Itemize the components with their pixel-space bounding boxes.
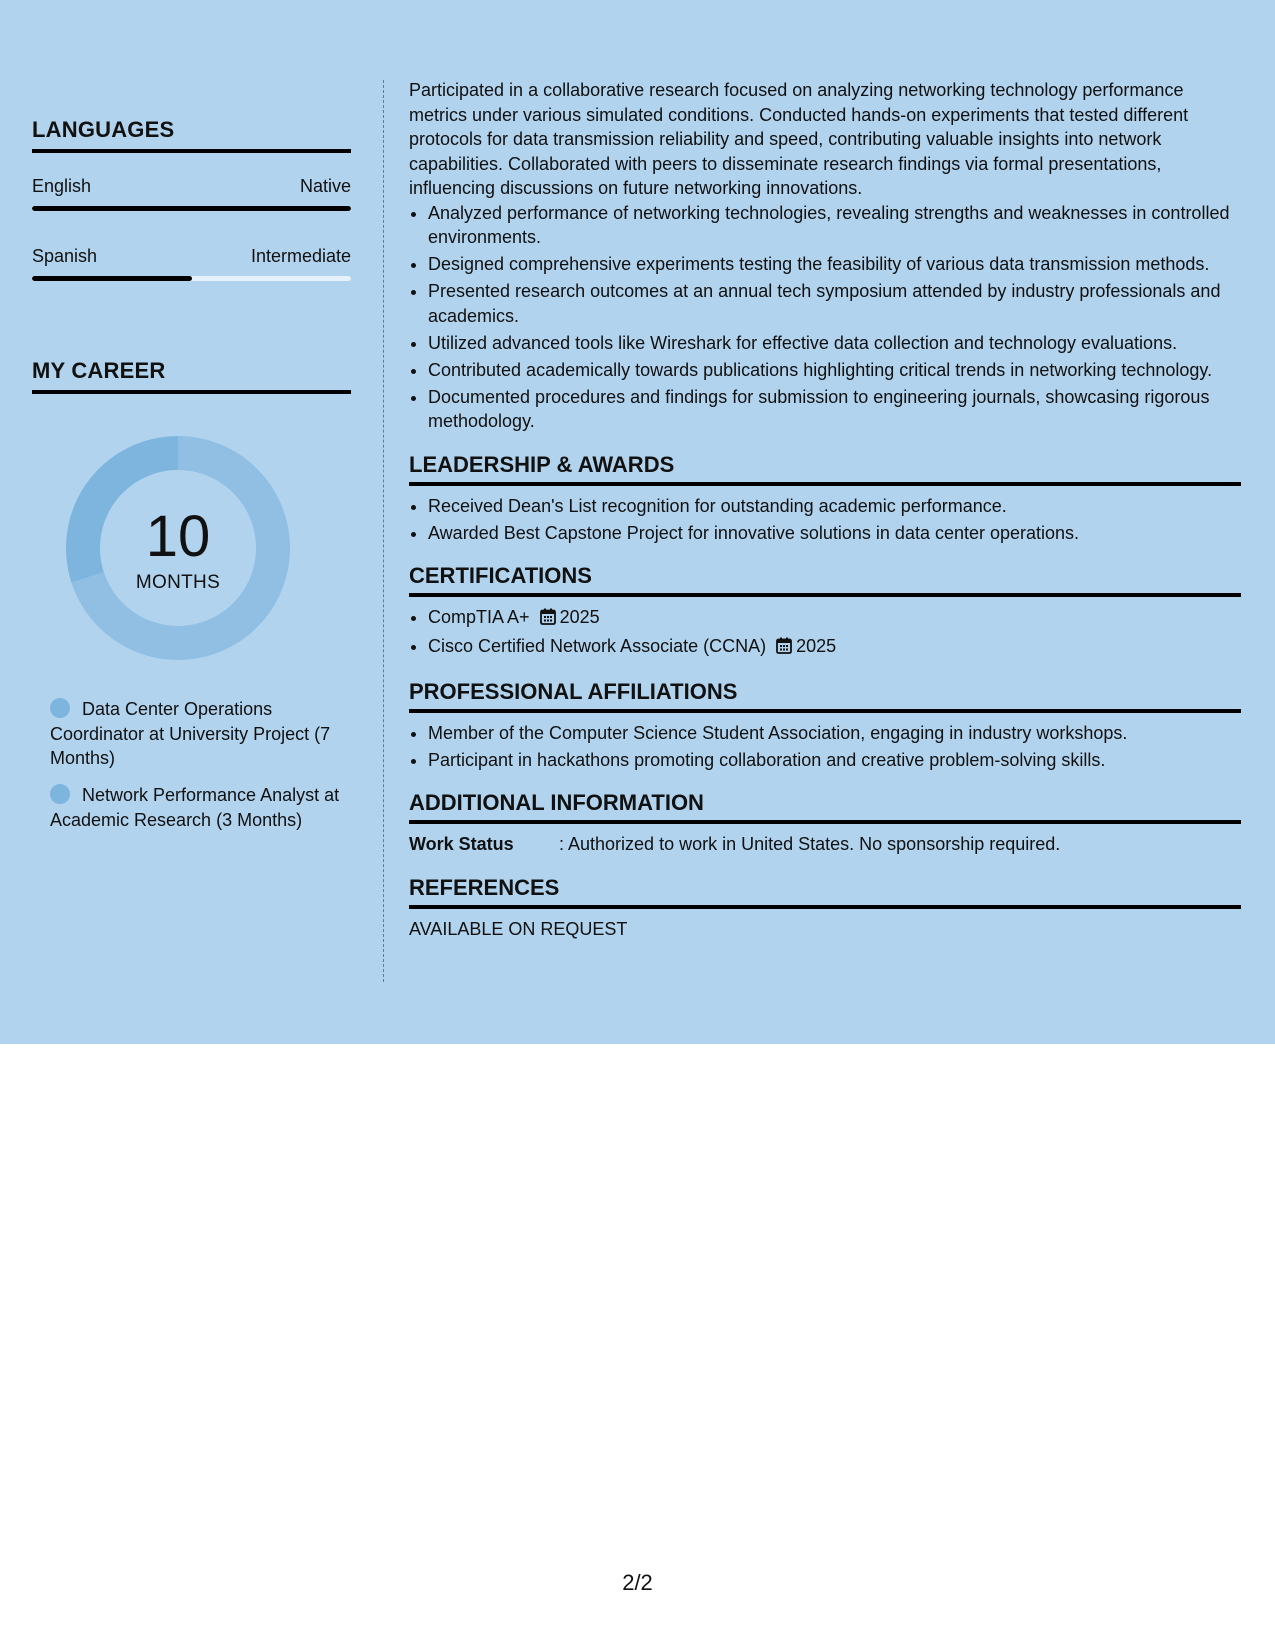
career-heading: MY CAREER xyxy=(32,358,351,394)
career-donut-center xyxy=(66,436,290,660)
career-total-unit: MONTHS xyxy=(135,572,221,593)
certification-name: Cisco Certified Network Associate (CCNA) xyxy=(428,636,767,656)
language-proficiency-fill xyxy=(32,206,351,211)
list-item: • Received Dean's List recognition for outstanding academic performance. xyxy=(428,494,1241,519)
career-legend-item xyxy=(50,697,340,771)
affiliations-list xyxy=(409,721,1241,773)
references-text: AVAILABLE ON REQUEST xyxy=(409,918,628,939)
experience-summary: Participated in a collaborative research focused on analyzing networking technology performance metrics under various simulated conditions. Conducted hands-on experiments that tested different protocols for data transmission reliability and speed, contributing valuable insights into network capabilities. Collaborated with peers to disseminate research findings via formal presentations, influencing discussions on future networking innovations. xyxy=(409,80,1189,198)
list-item: • Designed comprehensive experiments testing the feasibility of various data transmission methods. xyxy=(428,252,1241,277)
page-number: 2/2 xyxy=(622,1570,653,1595)
language-proficiency-bar xyxy=(32,206,351,211)
language-level: Native xyxy=(299,176,351,196)
work-status-label: Work Status xyxy=(409,834,514,854)
list-item: • Awarded Best Capstone Project for innovative solutions in data center operations. xyxy=(428,521,1241,546)
list-item: • Participant in hackathons promoting collaboration and creative problem-solving skills. xyxy=(428,748,1241,773)
list-item: • Contributed academically towards publications highlighting critical trends in networking technology. xyxy=(428,358,1241,383)
leadership-heading: LEADERSHIP & AWARDS xyxy=(409,450,1241,486)
certification-year: 2025 xyxy=(796,636,837,656)
calendar-icon xyxy=(540,607,556,632)
languages-heading: LANGUAGES xyxy=(32,117,351,153)
work-status-row xyxy=(409,832,1241,857)
career-legend-label: Data Center Operations Coordinator at University Project (7 Months) xyxy=(50,699,331,768)
affiliations-heading: PROFESSIONAL AFFILIATIONS xyxy=(409,677,1241,713)
list-item: • Documented procedures and findings for submission to engineering journals, showcasing rigorous methodology. xyxy=(428,385,1241,434)
language-proficiency-fill xyxy=(32,276,192,281)
career-donut-chart xyxy=(66,436,290,660)
legend-dot xyxy=(50,698,70,718)
legend-dot xyxy=(50,784,70,804)
references-heading: REFERENCES xyxy=(409,873,1241,909)
career-legend-item xyxy=(50,783,340,832)
language-proficiency-bar xyxy=(32,276,351,281)
certifications-list xyxy=(409,605,1241,661)
calendar-icon xyxy=(776,636,792,661)
list-item: • Presented research outcomes at an annual tech symposium attended by industry professionals and academics. xyxy=(428,279,1241,328)
certifications-heading: CERTIFICATIONS xyxy=(409,561,1241,597)
list-item: • Member of the Computer Science Student Association, engaging in industry workshops. xyxy=(428,721,1241,746)
certification-year: 2025 xyxy=(559,607,600,627)
leadership-list xyxy=(409,494,1241,546)
language-name: English xyxy=(32,176,92,196)
career-legend-label: Network Performance Analyst at Academic Research (3 Months) xyxy=(50,785,340,830)
certification-item xyxy=(428,605,1241,632)
language-name: Spanish xyxy=(32,246,98,266)
certification-name: CompTIA A+ xyxy=(428,607,530,627)
work-status-value: : Authorized to work in United States. No sponsorship required. xyxy=(559,834,1061,854)
list-item: • Analyzed performance of networking technologies, revealing strengths and weaknesses in controlled environments. xyxy=(428,201,1241,250)
list-item: • Utilized advanced tools like Wireshark for effective data collection and technology evaluations. xyxy=(428,331,1241,356)
career-total-months: 10 xyxy=(145,504,211,569)
certification-item xyxy=(428,634,1241,661)
experience-bullets xyxy=(409,201,1241,434)
additional-info-heading: ADDITIONAL INFORMATION xyxy=(409,788,1241,824)
language-level: Intermediate xyxy=(250,246,351,266)
right-column xyxy=(409,78,1241,941)
column-divider xyxy=(383,80,384,982)
